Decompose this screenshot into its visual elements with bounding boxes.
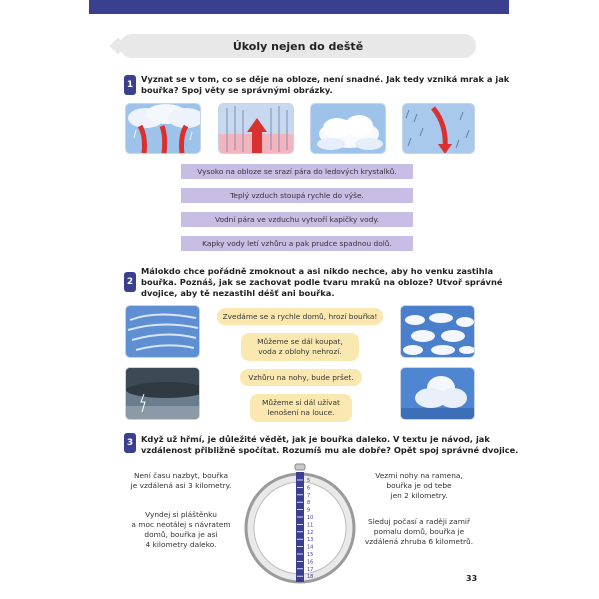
dial-tick-label: 17 bbox=[307, 566, 314, 573]
cloud-picture-cirrus[interactable] bbox=[125, 305, 200, 358]
task-1-question-line: Vyznat se v tom, co se děje na obloze, není snadné. Jak tedy vzniká mrak a jak bbox=[141, 74, 510, 84]
task-2-question bbox=[141, 266, 503, 299]
answer-card-4-text: Můžeme si dál užívat bbox=[262, 398, 340, 407]
cloud-picture-cumulus-small[interactable] bbox=[400, 305, 475, 358]
task-2-number: 2 bbox=[124, 272, 136, 292]
storm-picture-4[interactable] bbox=[402, 103, 475, 154]
dial-tick-label: 16 bbox=[307, 559, 314, 566]
dial-tick-label: 7 bbox=[307, 492, 311, 499]
left-text-2-line: a moc neotálej s návratem bbox=[131, 520, 231, 529]
task-1-question-line: bouřka? Spoj věty se správnými obrázky. bbox=[141, 85, 333, 95]
answer-card-4[interactable] bbox=[250, 394, 352, 422]
dial-tick-label: 12 bbox=[307, 529, 314, 536]
right-text-2-line: vzdálená zhruba 6 kilometrů. bbox=[364, 537, 474, 546]
task-3-number: 3 bbox=[124, 433, 136, 453]
dial-scale-bar bbox=[296, 472, 304, 582]
task-2-question-line: bouřka. Poznáš, jak se zachovat podle tvaru mraků na obloze? Utvoř správné bbox=[141, 277, 503, 287]
right-text-2[interactable] bbox=[356, 517, 482, 547]
answer-card-2-text: voda z oblohy nehrozí. bbox=[258, 347, 342, 356]
cloud-picture-storm[interactable] bbox=[125, 367, 200, 420]
storm-picture-2[interactable] bbox=[218, 103, 294, 154]
left-text-2[interactable] bbox=[122, 510, 240, 550]
left-text-1-line: je vzdálená asi 3 kilometry. bbox=[130, 481, 232, 490]
right-text-1-line: jen 2 kilometry. bbox=[390, 491, 448, 500]
sentence-card-3[interactable]: Vodní pára ve vzduchu vytvoří kapičky vody. bbox=[181, 212, 413, 227]
answer-card-1-text: Zvedáme se a rychle domů, hrozí bouřka! bbox=[222, 311, 378, 321]
right-text-1-line: Vezmi nohy na ramena, bbox=[375, 471, 463, 480]
right-text-2-line: pomalu domů, bouřka je bbox=[373, 527, 465, 536]
left-text-2-line: domů, bouřka je asi bbox=[144, 530, 218, 539]
dial-tick-label: 5 bbox=[307, 478, 311, 484]
dial-tick-label: 18 bbox=[307, 574, 314, 581]
task-2-question-line: dvojice, aby tě nezastihl déšť ani bouřka. bbox=[141, 288, 335, 298]
answer-card-4-text: lenošení na louce. bbox=[267, 408, 335, 417]
task-3-question bbox=[141, 434, 518, 456]
task-2-question-line: Málokdo chce pořádně zmoknout a asi nikdo nechce, aby ho venku zastihla bbox=[141, 266, 494, 276]
stopwatch-dial bbox=[240, 460, 360, 585]
dial-tick-label: 8 bbox=[307, 500, 311, 507]
right-text-2-line: Sleduj počasí a raději zamiř bbox=[368, 517, 470, 526]
task-3-question-line: vzdálenost přibližně spočítat. Rozumíš mu ale dobře? Opět spoj správné dvojice. bbox=[141, 445, 519, 455]
cloud-picture-cumulonimbus[interactable] bbox=[400, 367, 475, 420]
dial-tick-label: 9 bbox=[307, 507, 311, 514]
sentence-card-4[interactable]: Kapky vody letí vzhůru a pak prudce spadnou dolů. bbox=[181, 236, 413, 251]
dial-tick-label: 10 bbox=[307, 515, 314, 521]
storm-picture-1[interactable] bbox=[125, 103, 201, 154]
right-text-1[interactable] bbox=[360, 471, 478, 501]
answer-card-3-text: Vzhůru na nohy, bude pršet. bbox=[248, 372, 354, 382]
sentence-card-2[interactable]: Teplý vzduch stoupá rychle do výše. bbox=[181, 188, 413, 203]
left-text-2-line: 4 kilometry daleko. bbox=[145, 540, 217, 549]
task-1-number: 1 bbox=[124, 75, 136, 95]
sentence-card-1[interactable]: Vysoko na obloze se srazí pára do ledových krystalků. bbox=[181, 164, 413, 179]
task-3-question-line: Když už hřmí, je důležité vědět, jak je bouřka daleko. V textu je návod, jak bbox=[141, 434, 490, 444]
page-title bbox=[120, 34, 476, 58]
dial-tick-label: 13 bbox=[307, 537, 314, 544]
page-title-text: Úkoly nejen do deště bbox=[232, 39, 364, 53]
top-color-bar bbox=[89, 0, 509, 14]
right-text-1-line: bouřka je od tebe bbox=[386, 481, 452, 490]
page-number: 33 bbox=[466, 574, 478, 583]
dial-tick-label: 6 bbox=[307, 485, 311, 492]
dial-tick-label: 15 bbox=[307, 552, 314, 558]
answer-card-3[interactable] bbox=[240, 369, 362, 386]
answer-card-2-text: Můžeme se dál koupat, bbox=[257, 337, 343, 346]
storm-picture-3[interactable] bbox=[310, 103, 386, 154]
task-1-question bbox=[141, 74, 509, 96]
answer-card-1[interactable] bbox=[217, 308, 383, 325]
left-text-1-line: Není času nazbyt, bouřka bbox=[133, 471, 228, 480]
left-text-2-line: Vyndej si pláštěnku bbox=[145, 510, 217, 519]
answer-card-2[interactable] bbox=[241, 333, 359, 361]
dial-tick-label: 14 bbox=[307, 544, 314, 551]
left-text-1[interactable] bbox=[122, 471, 240, 491]
dial-tick-label: 11 bbox=[307, 522, 314, 529]
